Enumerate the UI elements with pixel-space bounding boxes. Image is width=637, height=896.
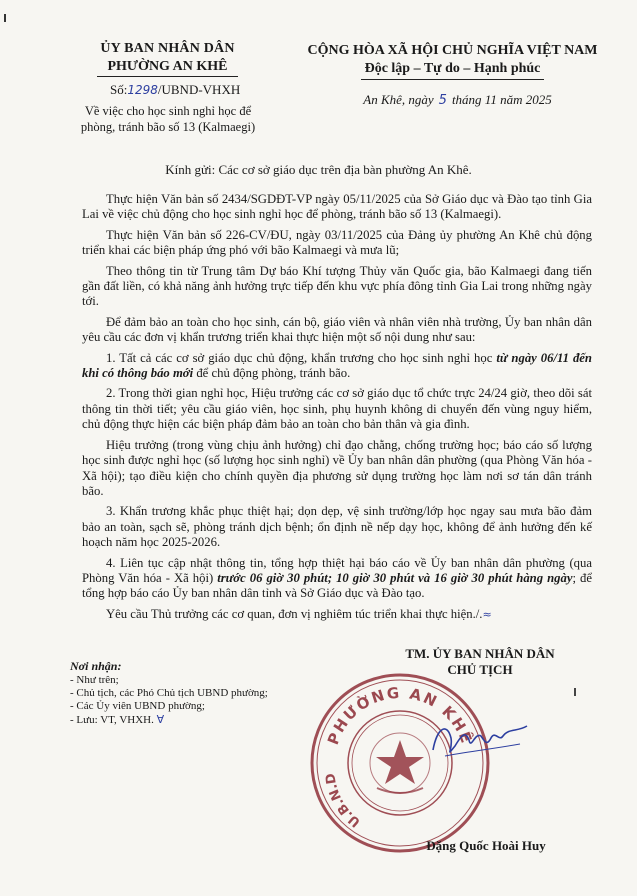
subject-line2: phòng, tránh bão số 13 (Kalmaegi): [80, 120, 256, 134]
distribution-item: - Như trên;: [70, 674, 119, 686]
signer-name: Đặng Quốc Hoài Huy: [426, 838, 546, 853]
paragraph-1: Thực hiện Văn bản số 2434/SGDĐT-VP ngày 05/11/2025 của Sở Giáo dục và Đào tạo tỉnh Gia Lai về việc chủ động cho học sinh nghỉ học để phòng, tránh bão số 13 (Kalmaegi).: [82, 192, 592, 222]
initial-handwritten: ∀: [156, 713, 165, 726]
date-suffix: tháng 11 năm 2025: [451, 92, 552, 107]
p10-handwritten-mark: ≈: [482, 607, 492, 621]
distribution-item: - Các Ủy viên UBND phường;: [70, 700, 205, 712]
doc-no-suffix: /UBND-VHXH: [157, 82, 241, 97]
date-prefix: An Khê, ngày: [363, 92, 434, 107]
p5-text-c: để chủ động phòng, tránh bão.: [193, 366, 351, 381]
seal-top-text: PHƯỜNG AN KHÊ: [323, 683, 477, 748]
star-emblem-icon: [370, 733, 430, 793]
nation-title: CỘNG HÒA XÃ HỘI CHỦ NGHĨA VIỆT NAM: [307, 43, 598, 58]
signature-block: [355, 646, 605, 678]
doc-no-label: Số:: [110, 82, 128, 97]
issuer-header: [60, 40, 275, 77]
seal-left-text: U.B.N.D: [323, 772, 364, 830]
p9-text-c: ; để tổng hợp báo cáo Ủy ban nhân dân tỉnh và Sở Giáo dục và Đào tạo.: [82, 570, 592, 601]
date-day-handwritten: 5: [438, 93, 447, 108]
signature-title-line2: CHỦ TỊCH: [447, 662, 513, 677]
document-number: [110, 82, 240, 98]
national-header: [290, 42, 615, 80]
subject-line1: Về việc cho học sinh nghỉ học để: [84, 104, 252, 118]
distribution-title: Nơi nhận:: [70, 659, 122, 673]
p9-text-a: 4. Liên tục cập nhật thông tin, tổng hợp thiệt hại báo cáo về Ủy ban nhân dân phường (qua Phòng Văn hóa - Xã hội): [82, 555, 592, 585]
distribution-list: [70, 660, 330, 727]
scan-mark: [4, 14, 6, 22]
paragraph-8: 3. Khẩn trương khắc phục thiệt hại; dọn dẹp, vệ sinh trường/lớp học ngay sau mưa bão đảm bảo an toàn, sạch sẽ, phòng tránh dịch bệnh; ổn định nề nếp dạy học, không để ảnh hưởng đến kế hoạch năm học 2025-2026.: [82, 504, 592, 550]
distribution-item-text: - Lưu: VT, VHXH.: [70, 714, 154, 726]
p5-emphasis: từ ngày 06/11 đến khi có thông báo mới: [82, 350, 592, 381]
paragraph-7: Hiệu trưởng (trong vùng chịu ảnh hưởng) chỉ đạo chằng, chống trường học; báo cáo số lượng học sinh được nghỉ học (số lượng học sinh nghỉ) về Ủy ban nhân dân phường (qua Phòng Văn hóa - Xã hội); tạo điều kiện cho chính quyền địa phương sử dụng trường học làm nơi sơ tán dân tránh bão.: [82, 437, 592, 498]
paragraph-4: Để đảm bảo an toàn cho học sinh, cán bộ, giáo viên và nhân viên nhà trường, Ủy ban nhân dân yêu cầu các đơn vị khẩn trương triển khai thực hiện một số nội dung như sau:: [82, 314, 592, 345]
issuer-line1: ỦY BAN NHÂN DÂN: [100, 41, 235, 56]
p5-text-a: 1. Tất cả các cơ sở giáo dục chủ động, khẩn trương cho học sinh nghỉ học: [106, 350, 497, 365]
paragraph-10: [82, 607, 592, 622]
paragraph-5: [82, 351, 592, 382]
paragraph-2: Thực hiện Văn bản số 226-CV/ĐU, ngày 03/11/2025 của Đảng ủy phường An Khê chủ động triển khai các biện pháp ứng phó với bão Kalmaegi và mưa lũ;: [82, 227, 592, 258]
issuer-line2: PHƯỜNG AN KHÊ: [97, 58, 237, 77]
distribution-item: - Chủ tịch, các Phó Chủ tịch UBND phường;: [70, 687, 268, 699]
scan-mark: [574, 688, 576, 696]
paragraph-6: 2. Trong thời gian nghỉ học, Hiệu trưởng các cơ sở giáo dục tổ chức trực 24/24 giờ, theo dõi sát thông tin thời tiết; yêu cầu giáo viên, học sinh, phụ huynh không di chuyển đến vùng nguy hiểm, chủ động thực hiện các biện pháp đảm bảo an toàn cho bản thân và gia đình.: [82, 386, 592, 432]
document-subject: [78, 103, 258, 135]
distribution-item: [70, 713, 330, 727]
p10-text: Yêu cầu Thủ trưởng các cơ quan, đơn vị nghiêm túc triển khai thực hiện./.: [106, 606, 483, 621]
signature-title-line1: TM. ỦY BAN NHÂN DÂN: [405, 646, 555, 661]
recipient-line: Kính gửi: Các cơ sở giáo dục trên địa bàn phường An Khê.: [165, 162, 472, 177]
date-line: [320, 92, 595, 108]
handwritten-signature: [425, 710, 535, 770]
national-motto: Độc lập – Tự do – Hạnh phúc: [361, 59, 545, 80]
paragraph-3: Theo thông tin từ Trung tâm Dự báo Khí tượng Thủy văn Quốc gia, bão Kalmaegi đang tiến gần đất liền, có khả năng ảnh hưởng trực tiếp đến khu vực phía đông tỉnh Gia Lai trong những ngày tới.: [82, 263, 592, 309]
p9-emphasis: trước 06 giờ 30 phút; 10 giờ 30 phút và 16 giờ 30 phút hàng ngày: [217, 570, 573, 585]
doc-no-handwritten: 1298: [127, 83, 158, 97]
paragraph-9: [82, 556, 592, 602]
document-body: [82, 192, 592, 627]
